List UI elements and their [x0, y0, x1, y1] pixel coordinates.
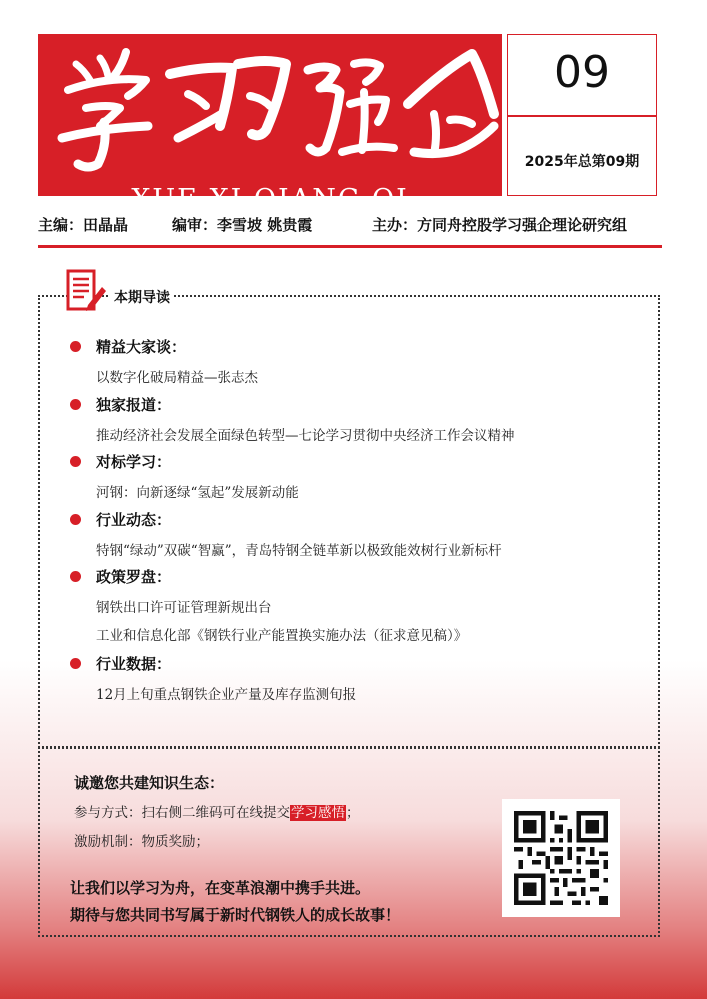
- section-label: 行业动态：: [96, 511, 172, 529]
- notepad-pen-icon: [66, 269, 108, 315]
- issue-number: 09: [554, 47, 610, 98]
- issue-divider: [508, 115, 656, 117]
- bullet-dot-icon: [70, 399, 81, 410]
- bullet-dot-icon: [70, 658, 81, 669]
- reward-line: 激励机制：物质奖励；: [74, 834, 209, 850]
- qr-code-icon: [514, 811, 608, 905]
- bullet-dot-icon: [70, 341, 81, 352]
- section-item[interactable]: 12月上旬重点钢铁企业产量及库存监测旬报: [96, 687, 357, 703]
- guide-title: 本期导读: [110, 287, 174, 307]
- invite-heading: 诚邀您共建知识生态：: [74, 774, 225, 792]
- reviewer-credit: 编审：李雪坡 姚贵霞: [172, 216, 313, 234]
- section-label: 精益大家谈：: [96, 338, 187, 356]
- section-item[interactable]: 特钢“绿动”双碳“智赢”，青岛特钢全链革新以极致能效树行业新标杆: [96, 543, 502, 559]
- section-label: 政策罗盘：: [96, 568, 172, 586]
- section-label: 行业数据：: [96, 655, 172, 673]
- section-item[interactable]: 以数字化破局精益—张志杰: [96, 370, 258, 386]
- masthead-banner: [38, 34, 502, 215]
- participation-suffix: ；: [346, 805, 360, 821]
- participation-line: [74, 801, 360, 821]
- calligraphy-title: [38, 34, 502, 196]
- section-item[interactable]: 河钢：向新逐绿“氢起”发展新动能: [96, 485, 299, 501]
- qr-code[interactable]: [502, 799, 620, 917]
- issue-box: [507, 34, 657, 196]
- participation-highlight: 学习感悟: [291, 805, 345, 821]
- credits-bar: [38, 214, 662, 236]
- closing-line-2: 期待与您共同书写属于新时代钢铁人的成长故事！: [70, 906, 401, 924]
- section-item[interactable]: 工业和信息化部《钢铁行业产能置换实施办法（征求意见稿）》: [96, 628, 468, 644]
- section-item[interactable]: 钢铁出口许可证管理新规出台: [96, 600, 272, 616]
- closing-line-1: 让我们以学习为舟，在变革浪潮中携手共进。: [70, 879, 371, 897]
- host-credit: 主办：方同舟控股学习强企理论研究组: [372, 216, 628, 234]
- issue-label: 2025年总第09期: [524, 154, 640, 170]
- participation-prefix: 参与方式：扫右侧二维码可在线提交: [74, 805, 290, 821]
- section-label: 独家报道：: [96, 396, 172, 414]
- divider-rule: [38, 245, 662, 248]
- masthead-roman-title: XUE XI QIANG QI: [131, 184, 409, 215]
- bullet-dot-icon: [70, 571, 81, 582]
- section-label: 对标学习：: [96, 453, 172, 471]
- bullet-dot-icon: [70, 514, 81, 525]
- bullet-dot-icon: [70, 456, 81, 467]
- editor-credit: 主编：田晶晶: [38, 216, 129, 234]
- section-item[interactable]: 推动经济社会发展全面绿色转型—七论学习贯彻中央经济工作会议精神: [96, 428, 515, 444]
